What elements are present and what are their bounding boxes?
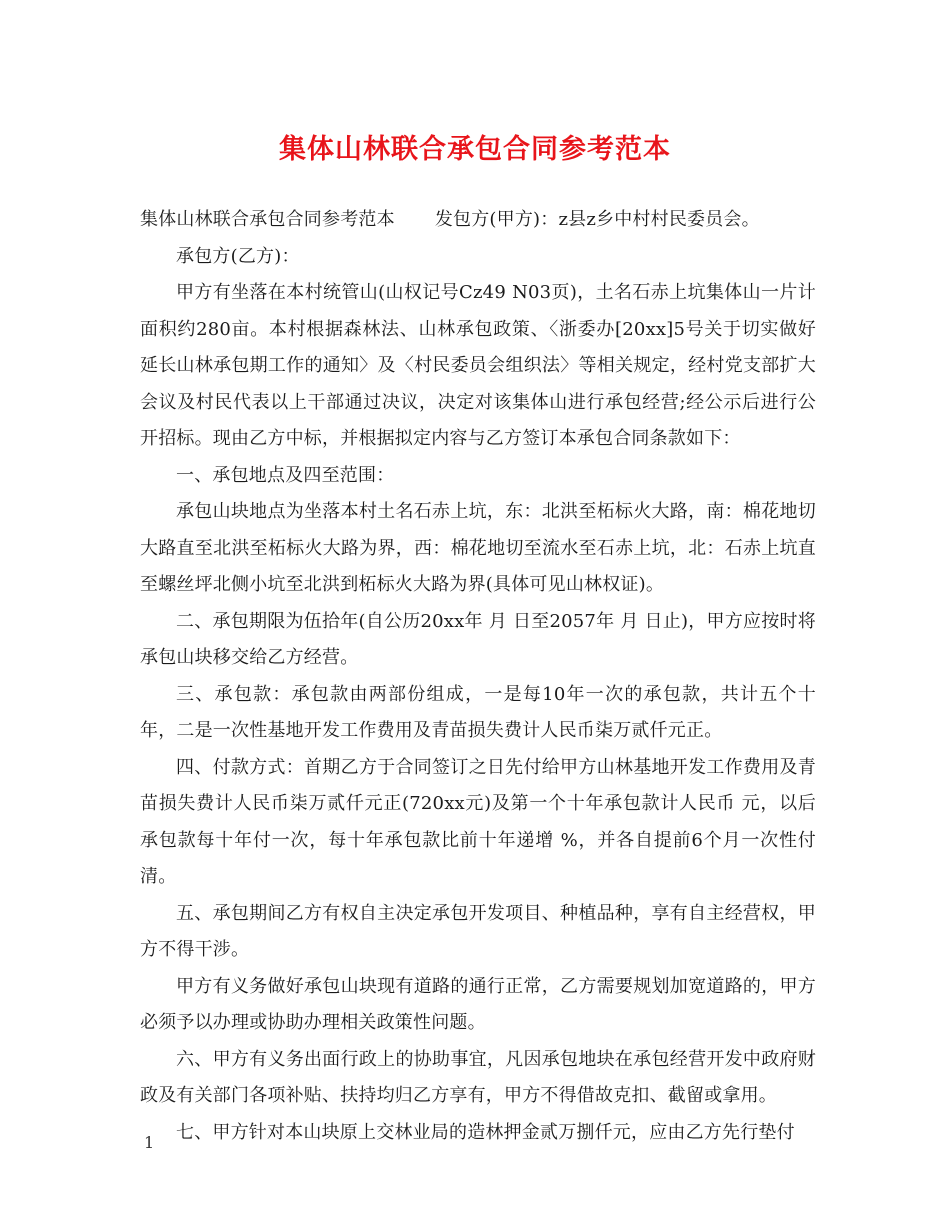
paragraph-background: 甲方有坐落在本村统管山(山权记号Cz49 N03页)，土名石赤上坑集体山一片计面积约280亩。本村根据森林法、山林承包政策、〈浙委办[20xx]5号关于切实做好延长山林承包期工作的通知〉及〈村民委员会组织法〉等相关规定，经村党支部扩大会议及村民代表以上干部通过决议，决定对该集体山进行承包经营;经公示后进行公开招标。现由乙方中标，并根据拟定内容与乙方签订本承包合同条款如下： <box>140 282 816 449</box>
page-number: 1 <box>144 1133 155 1152</box>
paragraph-clause-7: 七、甲方针对本山块原上交林业局的造林押金贰万捌仟元，应由乙方先行垫付 <box>176 1121 795 1143</box>
intro-heading: 集体山林联合承包合同参考范本 <box>140 209 395 230</box>
paragraph-clause-5: 五、承包期间乙方有权自主决定承包开发项目、种植品种，享有自主经营权，甲方不得干涉。 <box>140 902 816 960</box>
document-title: 集体山林联合承包合同参考范本 <box>279 134 671 165</box>
paragraph-clause-1-heading: 一、承包地点及四至范围： <box>176 464 395 486</box>
document-body <box>140 202 816 1151</box>
intro-employer: 发包方(甲方)：z县z乡中村村民委员会。 <box>434 209 760 230</box>
paragraph-clause-5-extra: 甲方有义务做好承包山块现有道路的通行正常，乙方需要规划加宽道路的，甲方必须予以办理或协助办理相关政策性问题。 <box>140 975 816 1033</box>
paragraph-clause-1-body: 承包山块地点为坐落本村土名石赤上坑，东：北洪至柘标火大路，南：棉花地切大路直至北洪至柘标火大路为界，西：棉花地切至流水至石赤上坑，北：石赤上坑直至螺丝坪北侧小坑至北洪到柘标火大路为界(具体可见山林权证)。 <box>140 501 816 595</box>
paragraph-contractor: 承包方(乙方)： <box>176 245 300 267</box>
paragraph-clause-2: 二、承包期限为伍拾年(自公历20xx年 月 日至2057年 月 日止)，甲方应按时将承包山块移交给乙方经营。 <box>140 610 816 668</box>
intro-line <box>140 202 816 239</box>
paragraph-clause-6: 六、甲方有义务出面行政上的协助事宜，凡因承包地块在承包经营开发中政府财政及有关部门各项补贴、扶持均归乙方享有，甲方不得借故克扣、截留或拿用。 <box>140 1048 816 1106</box>
paragraph-clause-4: 四、付款方式：首期乙方于合同签订之日先付给甲方山林基地开发工作费用及青苗损失费计人民币柒万贰仟元正(720xx元)及第一个十年承包款计人民币 元，以后承包款每十年付一次，每十年承包款比前十年递增 %，并各自提前6个月一次性付清。 <box>140 756 816 887</box>
paragraph-clause-3: 三、承包款：承包款由两部份组成，一是每10年一次的承包款，共计五个十年，二是一次性基地开发工作费用及青苗损失费计人民币柒万贰仟元正。 <box>140 683 816 741</box>
